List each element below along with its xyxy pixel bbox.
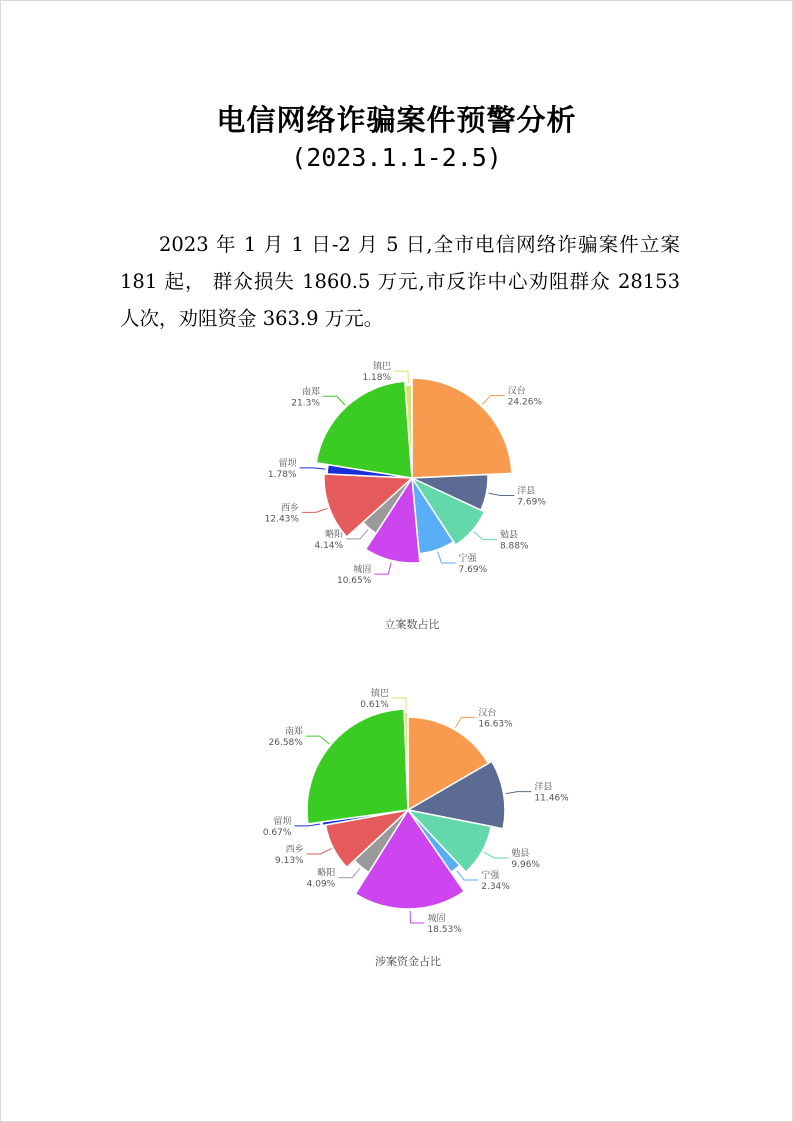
slice-label-1: 洋县: [534, 782, 553, 793]
leader-line-4: [374, 562, 391, 574]
slice-label-5: 略阳: [325, 529, 344, 540]
leader-line-4: [410, 911, 424, 923]
leader-line-1: [489, 493, 515, 495]
document-subtitle: (2023.1.1-2.5): [291, 143, 502, 172]
slice-percent-6: 12.43%: [264, 514, 299, 525]
slice-label-6: 西乡: [280, 503, 299, 514]
leader-line-1: [506, 792, 532, 794]
slice-label-7: 留坝: [273, 816, 292, 827]
leader-line-8: [306, 736, 329, 744]
leader-line-6: [302, 508, 327, 512]
slice-percent-6: 9.13%: [275, 856, 304, 867]
slice-percent-1: 11.46%: [534, 793, 569, 804]
chart-title: 涉案资金占比: [375, 955, 441, 968]
leader-line-8: [323, 396, 345, 405]
slice-label-8: 南郑: [284, 727, 303, 738]
slice-label-7: 留坝: [278, 458, 297, 469]
leader-line-3: [438, 552, 456, 563]
slice-percent-4: 18.53%: [427, 924, 462, 935]
slice-percent-0: 24.26%: [507, 397, 543, 408]
pie-slice-0: [412, 378, 512, 478]
pie-slice-8: [316, 381, 412, 478]
slice-label-2: 勉县: [511, 848, 530, 859]
slice-label-0: 汉台: [478, 708, 497, 719]
pie-slice-8: [307, 709, 408, 824]
slice-label-5: 略阳: [317, 868, 336, 879]
slice-label-6: 西乡: [285, 845, 304, 856]
slice-label-9: 镇巴: [370, 689, 389, 700]
leader-line-5: [338, 868, 360, 877]
slice-label-2: 勉县: [499, 530, 518, 541]
leader-line-3: [457, 871, 479, 880]
slice-percent-2: 9.96%: [511, 859, 540, 870]
slice-label-4: 城固: [427, 913, 446, 924]
slice-label-0: 汉台: [507, 386, 526, 397]
slice-percent-7: 1.78%: [267, 469, 297, 480]
summary-paragraph: 2023 年 1 月 1 日-2 月 5 日,全市电信网络诈骗案件立案 181 起， 群众损失 1860.5 万元,市反诈中心劝阻群众 28153 人次，劝阻资金 363.9 万元。: [120, 233, 680, 330]
slice-percent-8: 21.3%: [291, 398, 320, 409]
leader-line-2: [474, 532, 497, 540]
slice-label-8: 南郑: [301, 387, 320, 398]
slice-label-9: 镇巴: [373, 362, 392, 373]
leader-line-9: [392, 698, 406, 710]
slice-percent-7: 0.67%: [262, 827, 292, 838]
slice-percent-5: 4.09%: [306, 879, 336, 890]
slice-percent-3: 7.69%: [458, 565, 488, 576]
leader-line-6: [307, 849, 332, 854]
slice-percent-9: 0.61%: [360, 700, 389, 711]
leader-line-7: [300, 468, 326, 469]
leader-line-2: [484, 852, 508, 858]
slice-percent-9: 1.18%: [362, 373, 392, 384]
slice-percent-8: 26.58%: [268, 738, 303, 749]
slice-label-3: 宁强: [481, 870, 500, 881]
fund-amount-pie-chart: [0, 686, 793, 976]
slice-percent-4: 10.65%: [336, 576, 372, 587]
slice-label-4: 城固: [353, 565, 372, 576]
leader-line-0: [455, 717, 475, 727]
slice-percent-2: 8.88%: [499, 541, 529, 552]
slice-percent-1: 7.69%: [517, 497, 546, 508]
slice-percent-5: 4.14%: [314, 540, 344, 551]
chart-title: 立案数占比: [384, 618, 440, 631]
case-count-pie-chart: [0, 360, 793, 640]
slice-percent-3: 2.34%: [481, 881, 510, 892]
leader-line-0: [482, 396, 504, 405]
slice-percent-0: 16.63%: [478, 719, 513, 730]
document-title: 电信网络诈骗案件预警分析: [216, 103, 577, 137]
slice-label-3: 宁强: [458, 554, 477, 565]
slice-label-1: 洋县: [517, 486, 536, 497]
